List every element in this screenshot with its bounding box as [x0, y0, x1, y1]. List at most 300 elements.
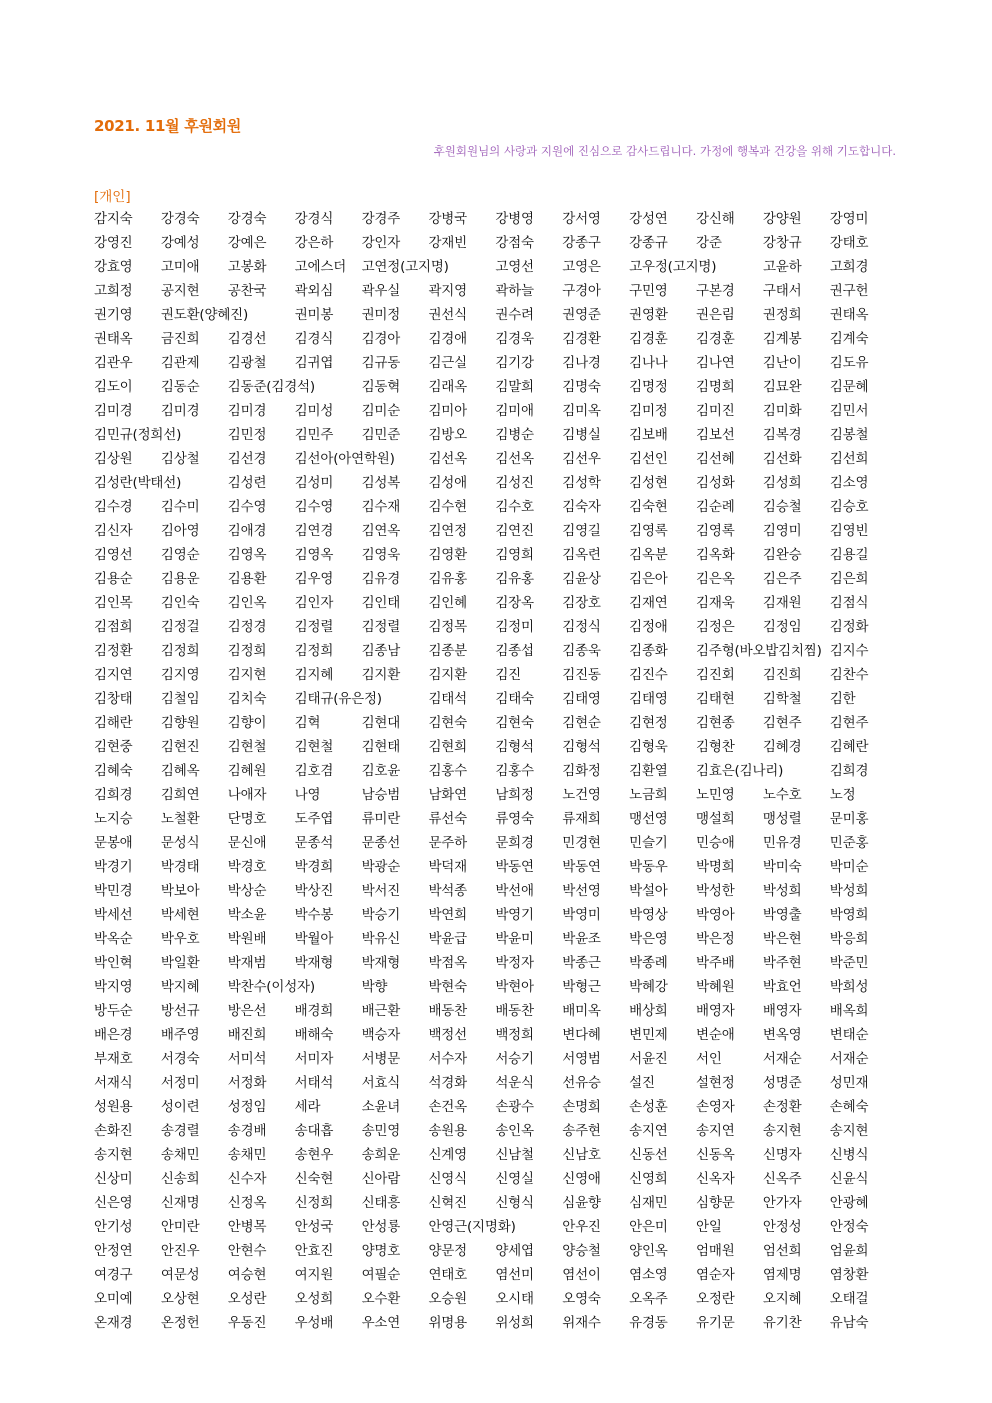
donor-name: 김경훈 — [629, 331, 668, 347]
donor-name: 여경구 — [94, 1267, 133, 1283]
donor-name: 김선인 — [629, 451, 668, 467]
donor-name: 김난이 — [762, 355, 802, 371]
donor-name: 박영희 — [829, 907, 869, 923]
donor-row — [94, 445, 900, 469]
donor-name: 신동옥 — [696, 1147, 735, 1163]
donor-name: 엄선희 — [762, 1243, 802, 1259]
donor-name: 변다혜 — [562, 1027, 601, 1043]
donor-name: 부재호 — [94, 1051, 133, 1067]
donor-name: 박동연 — [495, 859, 534, 875]
donor-name: 김현주 — [762, 715, 802, 731]
donor-name: 박경기 — [94, 859, 133, 875]
donor-name: 김찬수 — [829, 667, 869, 683]
donor-name: 박주배 — [696, 955, 735, 971]
donor-name: 심재민 — [629, 1195, 668, 1211]
donor-name: 박연희 — [428, 907, 467, 923]
donor-name: 고봉화 — [227, 259, 267, 275]
donor-name: 김용환 — [227, 571, 267, 587]
donor-name: 김성애 — [428, 475, 467, 491]
donor-name: 박종례 — [629, 955, 668, 971]
donor-name: 여승현 — [227, 1267, 267, 1283]
donor-name: 김연진 — [495, 523, 534, 539]
donor-name: 김명정 — [629, 379, 668, 395]
donor-name: 강준 — [696, 235, 722, 251]
donor-name: 김형찬 — [696, 739, 735, 755]
donor-name: 구태서 — [762, 283, 802, 299]
donor-row — [94, 565, 900, 589]
donor-name: 우소연 — [361, 1315, 401, 1331]
donor-name: 김숙현 — [629, 499, 668, 515]
donor-name: 김용순 — [94, 571, 133, 587]
donor-name: 고희정 — [94, 283, 133, 299]
donor-name: 김방오 — [428, 427, 467, 443]
donor-row — [94, 493, 900, 517]
donor-name: 변태순 — [829, 1027, 869, 1043]
section-label-individual: [개인] — [94, 189, 131, 205]
donor-name: 김진수 — [629, 667, 668, 683]
donor-name: 우성배 — [294, 1315, 334, 1331]
donor-name: 박점옥 — [428, 955, 467, 971]
donor-name: 김미애 — [495, 403, 534, 419]
donor-name: 박재형 — [361, 955, 401, 971]
donor-name: 안우진 — [562, 1219, 601, 1235]
donor-name: 김선경 — [227, 451, 267, 467]
donor-name: 김태영 — [629, 691, 668, 707]
donor-row — [94, 1069, 900, 1093]
donor-name: 손광수 — [495, 1099, 534, 1115]
donor-name: 박응희 — [829, 931, 869, 947]
donor-name: 류재희 — [562, 811, 601, 827]
donor-row — [94, 301, 900, 325]
donor-name: 김현희 — [428, 739, 467, 755]
donor-name: 문신애 — [227, 835, 267, 851]
donor-name: 김계봉 — [762, 331, 802, 347]
donor-name: 나영 — [294, 787, 321, 803]
donor-name: 안정연 — [94, 1243, 133, 1259]
donor-name: 김연정 — [428, 523, 467, 539]
donor-name: 김한 — [829, 691, 856, 707]
donor-name: 서정미 — [160, 1075, 200, 1091]
donor-name: 김은아 — [629, 571, 668, 587]
donor-name: 김정희 — [227, 643, 267, 659]
donor-name: 김지환 — [428, 667, 467, 683]
donor-name: 김옥분 — [629, 547, 668, 563]
donor-name: 백정선 — [428, 1027, 467, 1043]
donor-name: 김혜숙 — [94, 763, 133, 779]
donor-name: 공찬국 — [227, 283, 267, 299]
donor-row — [94, 1309, 900, 1333]
donor-name: 신병식 — [829, 1147, 869, 1163]
donor-name: 박성한 — [696, 883, 735, 899]
donor-name: 서미자 — [294, 1051, 334, 1067]
donor-name: 염소영 — [629, 1267, 668, 1283]
donor-name: 박은정 — [696, 931, 735, 947]
donor-row — [94, 709, 900, 733]
donor-name: 오성란 — [227, 1291, 267, 1307]
donor-name: 김영선 — [94, 547, 133, 563]
donor-name: 김나연 — [696, 355, 735, 371]
donor-name: 박선영 — [562, 883, 601, 899]
donor-name: 안진우 — [160, 1243, 200, 1259]
donor-name: 맹설희 — [696, 811, 735, 827]
donor-name: 김진희 — [762, 667, 802, 683]
donor-name: 김민정 — [227, 427, 267, 443]
donor-name: 안미란 — [160, 1219, 200, 1235]
donor-name: 노지승 — [94, 811, 133, 827]
donor-name: 박은영 — [629, 931, 668, 947]
donor-name: 방은선 — [227, 1003, 267, 1019]
donor-name: 박명희 — [696, 859, 735, 875]
donor-name: 신아람 — [361, 1171, 401, 1187]
donor-name: 유기찬 — [762, 1315, 802, 1331]
donor-row — [94, 517, 900, 541]
donor-name: 오상현 — [160, 1291, 200, 1307]
donor-name: 김민서 — [829, 403, 869, 419]
donor-name: 김미진 — [696, 403, 735, 419]
donor-name: 양세엽 — [495, 1243, 534, 1259]
donor-name: 김동준(김경석) — [227, 379, 315, 395]
donor-name: 양승철 — [562, 1243, 601, 1259]
donor-name: 김승호 — [829, 499, 869, 515]
donor-name: 남승범 — [361, 787, 401, 803]
donor-name: 강종구 — [562, 235, 601, 251]
donor-row — [94, 397, 900, 421]
donor-name: 박세현 — [160, 907, 200, 923]
donor-name: 곽하늘 — [495, 283, 534, 299]
donor-name: 민준홍 — [829, 835, 869, 851]
donor-name: 안일 — [696, 1219, 722, 1235]
donor-name: 김복경 — [762, 427, 802, 443]
donor-name: 신정희 — [294, 1195, 334, 1211]
donor-name: 김신자 — [94, 523, 133, 539]
donor-name: 박인혁 — [94, 955, 133, 971]
donor-row — [94, 349, 900, 373]
donor-name: 안효진 — [294, 1243, 334, 1259]
donor-name: 박종근 — [562, 955, 601, 971]
donor-name: 방두순 — [94, 1003, 133, 1019]
donor-name: 염선미 — [495, 1267, 534, 1283]
donor-name: 김순례 — [696, 499, 735, 515]
donor-name: 송지현 — [829, 1123, 869, 1139]
donor-name: 김병실 — [562, 427, 601, 443]
donor-name: 염제명 — [762, 1267, 802, 1283]
donor-name: 노수호 — [762, 787, 802, 803]
donor-name: 김봉철 — [829, 427, 869, 443]
donor-name: 권구헌 — [829, 283, 869, 299]
donor-name: 박상순 — [227, 883, 267, 899]
donor-row — [94, 1285, 900, 1309]
donor-name: 김근실 — [428, 355, 467, 371]
donor-name: 송채민 — [227, 1147, 267, 1163]
donor-name: 손혜숙 — [829, 1099, 869, 1115]
donor-name: 안병목 — [227, 1219, 267, 1235]
donor-name: 김유경 — [361, 571, 401, 587]
donor-name: 신송희 — [160, 1171, 200, 1187]
donor-name: 여지원 — [294, 1267, 334, 1283]
donor-name: 강신해 — [696, 211, 735, 227]
donor-name: 김옥련 — [562, 547, 601, 563]
donor-name: 김미경 — [227, 403, 267, 419]
donor-name: 김성화 — [696, 475, 735, 491]
donor-name: 김나나 — [629, 355, 668, 371]
donor-name: 박영아 — [696, 907, 735, 923]
donor-name: 김현순 — [562, 715, 601, 731]
donor-name: 김정미 — [495, 619, 534, 635]
donor-name: 박윤조 — [562, 931, 601, 947]
donor-name: 김희경 — [829, 763, 869, 779]
donor-name: 유경동 — [629, 1315, 668, 1331]
donor-name: 변민제 — [629, 1027, 668, 1043]
donor-name: 오성희 — [294, 1291, 334, 1307]
donor-name: 박승기 — [361, 907, 401, 923]
donor-name: 소윤녀 — [361, 1099, 401, 1115]
donor-row — [94, 973, 900, 997]
donor-name: 김동순 — [160, 379, 200, 395]
donor-name: 박윤급 — [428, 931, 467, 947]
donor-name: 강성연 — [629, 211, 668, 227]
donor-name: 김관제 — [160, 355, 200, 371]
donor-name: 서미석 — [227, 1051, 267, 1067]
donor-name: 안가자 — [762, 1195, 802, 1211]
donor-name: 안광혜 — [829, 1195, 869, 1211]
donor-name: 김미경 — [94, 403, 133, 419]
donor-name: 박경태 — [160, 859, 200, 875]
donor-name: 강양원 — [762, 211, 802, 227]
donor-name: 김민준 — [361, 427, 401, 443]
donor-name: 오미예 — [94, 1291, 133, 1307]
donor-name: 박덕재 — [428, 859, 467, 875]
donor-name: 신남철 — [495, 1147, 534, 1163]
donor-name: 김태영 — [562, 691, 601, 707]
donor-name: 김지환 — [361, 667, 401, 683]
donor-name: 박영기 — [495, 907, 534, 923]
donor-name: 구민영 — [629, 283, 668, 299]
donor-name: 양문정 — [428, 1243, 467, 1259]
donor-name: 민유경 — [762, 835, 802, 851]
donor-name: 박유신 — [361, 931, 401, 947]
donor-name: 김선희 — [829, 451, 869, 467]
donor-name: 유남숙 — [829, 1315, 869, 1331]
donor-row — [94, 733, 900, 757]
donor-name: 고우정(고지명) — [629, 259, 717, 275]
donor-name: 유기문 — [696, 1315, 735, 1331]
donor-name: 박현숙 — [428, 979, 467, 995]
donor-name: 권태옥 — [94, 331, 133, 347]
donor-name: 신윤식 — [829, 1171, 869, 1187]
donor-row — [94, 229, 900, 253]
donor-name: 김은희 — [829, 571, 869, 587]
donor-name: 오시태 — [495, 1291, 534, 1307]
donor-name: 김희경 — [94, 787, 133, 803]
donor-name: 김창태 — [94, 691, 133, 707]
donor-row — [94, 661, 900, 685]
donor-name: 김태현 — [696, 691, 735, 707]
donor-name: 김정희 — [160, 643, 200, 659]
donor-name: 성민재 — [829, 1075, 869, 1091]
donor-name: 김선우 — [562, 451, 601, 467]
donor-name: 김향이 — [227, 715, 267, 731]
donor-name: 김희연 — [160, 787, 200, 803]
donor-name: 김정목 — [428, 619, 467, 635]
donor-name: 권은림 — [696, 307, 735, 323]
donor-name: 박성희 — [829, 883, 869, 899]
donor-name: 김말희 — [495, 379, 534, 395]
donor-name: 류미란 — [361, 811, 401, 827]
donor-name: 강인자 — [361, 235, 401, 251]
donor-name: 김영욱 — [361, 547, 401, 563]
donor-name: 엄매원 — [696, 1243, 735, 1259]
donor-name: 강예성 — [160, 235, 200, 251]
donor-name: 김영록 — [696, 523, 735, 539]
donor-name: 김홍수 — [495, 763, 534, 779]
donor-name: 손영자 — [696, 1099, 735, 1115]
donor-row — [94, 829, 900, 853]
donor-name: 서재순 — [762, 1051, 802, 1067]
donor-name: 김수재 — [361, 499, 401, 515]
donor-name: 김영환 — [428, 547, 467, 563]
donor-name: 위성희 — [495, 1315, 534, 1331]
donor-name: 여필순 — [361, 1267, 401, 1283]
donor-row — [94, 1093, 900, 1117]
donor-row — [94, 253, 900, 277]
donor-name: 박소윤 — [227, 907, 267, 923]
donor-name: 김경식 — [294, 331, 334, 347]
donor-name: 김주형(바오밥김치찜) — [696, 643, 822, 659]
donor-name: 김수경 — [94, 499, 133, 515]
donor-name: 서윤진 — [629, 1051, 668, 1067]
donor-name: 신은영 — [94, 1195, 133, 1211]
donor-name: 김형석 — [495, 739, 534, 755]
donor-name: 성이련 — [160, 1099, 200, 1115]
donor-name: 김정렬 — [294, 619, 334, 635]
donor-name: 김지영 — [160, 667, 200, 683]
donor-name: 신태흥 — [361, 1195, 401, 1211]
donor-name: 변순애 — [696, 1027, 735, 1043]
donor-name: 김지혜 — [294, 667, 334, 683]
donor-name: 문성식 — [160, 835, 200, 851]
donor-name: 김광철 — [227, 355, 267, 371]
donor-name: 곽외심 — [294, 283, 334, 299]
donor-name: 김정렬 — [361, 619, 401, 635]
donor-name: 염순자 — [696, 1267, 735, 1283]
donor-name: 김지연 — [94, 667, 133, 683]
donor-name: 김우영 — [294, 571, 334, 587]
donor-name: 김병순 — [495, 427, 534, 443]
donor-name: 김호윤 — [361, 763, 401, 779]
donor-name: 김진회 — [696, 667, 735, 683]
donor-name: 박경희 — [294, 859, 334, 875]
donor-name: 강경숙 — [160, 211, 200, 227]
donor-name: 김성희 — [762, 475, 802, 491]
donor-name: 김옥화 — [696, 547, 735, 563]
donor-name: 박원배 — [227, 931, 267, 947]
donor-name: 김인옥 — [227, 595, 267, 611]
donor-name: 박설아 — [629, 883, 668, 899]
donor-name: 신동선 — [629, 1147, 668, 1163]
donor-name: 김현정 — [629, 715, 668, 731]
donor-name: 남화연 — [428, 787, 467, 803]
donor-name: 박성희 — [762, 883, 802, 899]
donor-name: 곽지영 — [428, 283, 467, 299]
donor-name: 오태걸 — [829, 1291, 869, 1307]
donor-name: 노금희 — [629, 787, 668, 803]
donor-name: 신영희 — [629, 1171, 668, 1187]
donor-name: 김유홍 — [428, 571, 467, 587]
donor-row — [94, 1189, 900, 1213]
donor-name: 김경욱 — [495, 331, 534, 347]
donor-name: 염창환 — [829, 1267, 869, 1283]
donor-name: 박우호 — [160, 931, 200, 947]
donor-name: 맹성렬 — [762, 811, 802, 827]
donor-name: 박혜원 — [696, 979, 735, 995]
donor-name: 심향문 — [696, 1195, 735, 1211]
donor-name: 박보아 — [160, 883, 200, 899]
donor-name: 김진 — [495, 667, 522, 683]
donor-name: 김진동 — [562, 667, 601, 683]
donor-name: 김미순 — [361, 403, 401, 419]
donor-name: 박혜강 — [629, 979, 668, 995]
donor-name: 강종규 — [629, 235, 668, 251]
donor-name: 고영선 — [495, 259, 534, 275]
donor-name: 김정임 — [762, 619, 802, 635]
donor-name: 송현우 — [294, 1147, 334, 1163]
donor-name: 도주엽 — [294, 811, 334, 827]
donor-name: 위재수 — [562, 1315, 601, 1331]
donor-name: 김영옥 — [294, 547, 334, 563]
donor-name: 김수미 — [160, 499, 200, 515]
donor-name: 강창규 — [762, 235, 802, 251]
donor-name: 박미숙 — [762, 859, 802, 875]
donor-name: 남희정 — [495, 787, 534, 803]
donor-name: 김인태 — [361, 595, 401, 611]
donor-name: 연태호 — [428, 1267, 467, 1283]
donor-name: 손명희 — [562, 1099, 601, 1115]
donor-name: 김도이 — [94, 379, 133, 395]
donor-name: 김미옥 — [562, 403, 601, 419]
donor-name: 서효식 — [361, 1075, 401, 1091]
donor-name: 신명자 — [762, 1147, 802, 1163]
donor-name: 김혜원 — [227, 763, 267, 779]
donor-name: 김형욱 — [629, 739, 668, 755]
donor-name: 배미옥 — [562, 1003, 601, 1019]
donor-name: 오옥주 — [629, 1291, 668, 1307]
donor-name: 김현철 — [227, 739, 267, 755]
donor-name: 김태규(유은정) — [294, 691, 382, 707]
donor-name: 민슬기 — [629, 835, 668, 851]
donor-name: 송인옥 — [495, 1123, 534, 1139]
donor-name: 김효은(김나리) — [696, 763, 784, 779]
donor-name: 박동연 — [562, 859, 601, 875]
donor-name: 김용운 — [160, 571, 200, 587]
donor-name: 송희운 — [361, 1147, 401, 1163]
donor-name: 박월아 — [294, 931, 334, 947]
donor-name: 김묘완 — [762, 379, 802, 395]
donor-name: 김미아 — [428, 403, 467, 419]
donor-name: 안현수 — [227, 1243, 267, 1259]
donor-name: 문종선 — [361, 835, 401, 851]
donor-name: 김점식 — [829, 595, 869, 611]
donor-name: 김현철 — [294, 739, 334, 755]
donor-row — [94, 949, 900, 973]
donor-row — [94, 469, 900, 493]
donor-name: 김철임 — [160, 691, 200, 707]
donor-name: 김소영 — [829, 475, 869, 491]
donor-name: 안은미 — [629, 1219, 668, 1235]
donor-name: 박광순 — [361, 859, 401, 875]
donor-name: 손건옥 — [428, 1099, 467, 1115]
donor-name: 김정화 — [829, 619, 869, 635]
donor-row — [94, 685, 900, 709]
